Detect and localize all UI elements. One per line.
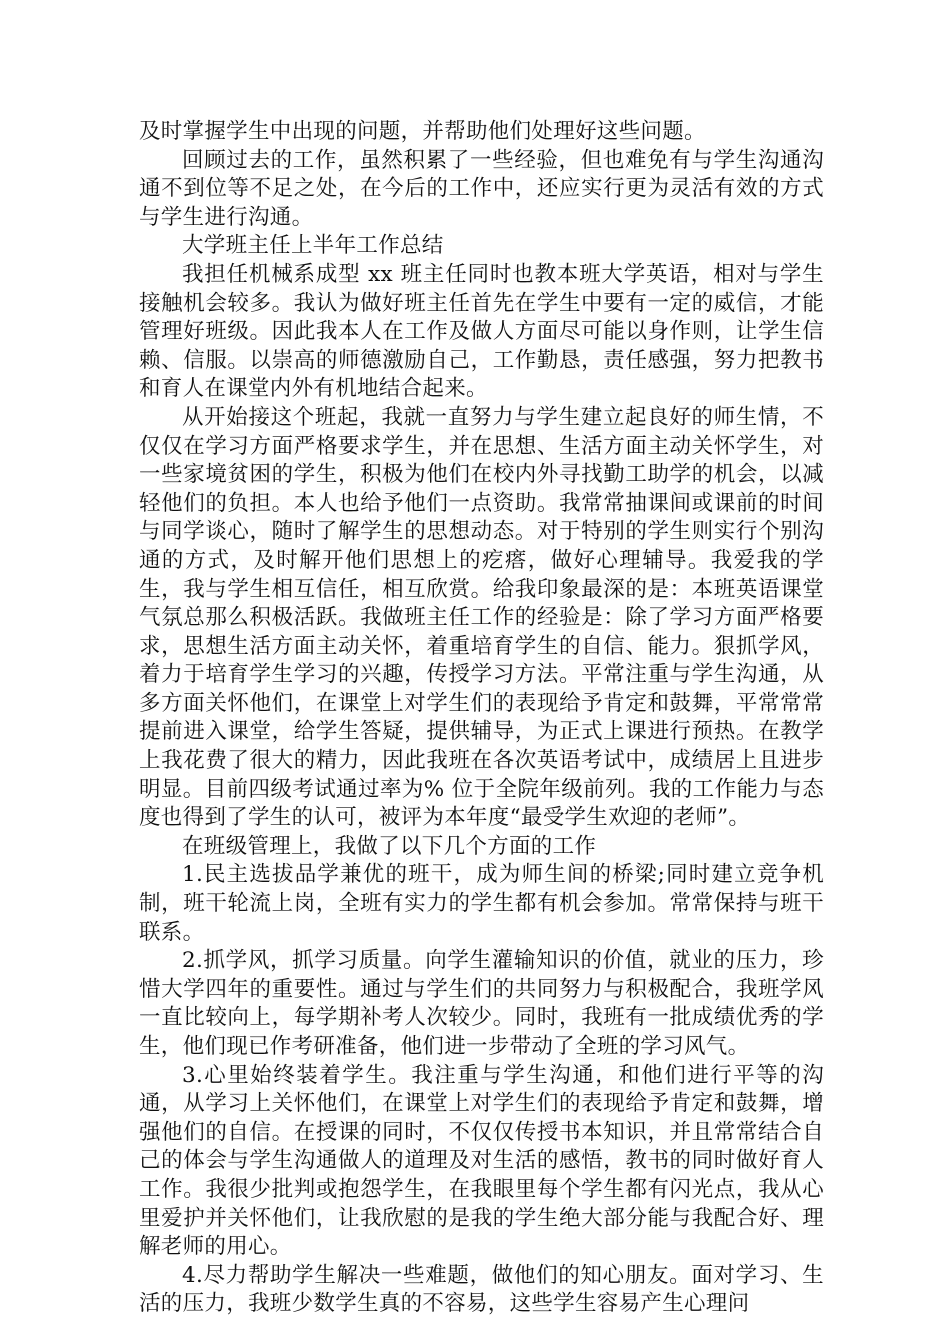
paragraph-continuation: 及时掌握学生中出现的问题，并帮助他们处理好这些问题。 [139,119,706,144]
section-title: 大学班主任上半年工作总结 [182,233,444,259]
paragraph-management-heading: 在班级管理上，我做了以下几个方面的工作 [182,833,597,859]
list-item-3: 3.心里始终装着学生。我注重与学生沟通，和他们进行平等的沟通，从学习上关怀他们，在课堂上对学生们的表现给予肯定和鼓舞，增强他们的自信。在授课的同时，不仅仅传授书本知识，并且常常结合自己的体会与学生沟通做人的道理及对生活的感悟，教书的同时做好育人工作。我很少批判或抱怨学生，在我眼里每个学生都有闪光点，我从心里爱护并关怀他们，让我欣慰的是我的学生绝大部分能与我配合好、理解老师的用心。 [139,1062,824,1260]
list-item-4: 4.尽力帮助学生解决一些难题，做他们的知心朋友。面对学习、生活的压力，我班少数学生真的不容易，这些学生容易产生心理问 [139,1262,824,1317]
list-item-1: 1.民主选拔品学兼优的班干，成为师生间的桥梁;同时建立竞争机制，班干轮流上岗，全班有实力的学生都有机会参加。常常保持与班干联系。 [139,862,824,945]
paragraph-intro: 我担任机械系成型 xx 班主任同时也教本班大学英语，相对与学生接触机会较多。我认为做好班主任首先在学生中要有一定的威信，才能管理好班级。因此我本人在工作及做人方面尽可能以身作则，让学生信赖、信服。以崇高的师德激励自己，工作勤恳，责任感强，努力把教书和育人在课堂内外有机地结合起来。 [139,261,824,402]
document-body [139,118,824,1319]
paragraph-review: 回顾过去的工作，虽然积累了一些经验，但也难免有与学生沟通沟通不到位等不足之处，在今后的工作中，还应实行更为灵活有效的方式与学生进行沟通。 [139,147,824,230]
paragraph-relationship: 从开始接这个班起，我就一直努力与学生建立起良好的师生情，不仅仅在学习方面严格要求学生，并在思想、生活方面主动关怀学生，对一些家境贫困的学生，积极为他们在校内外寻找勤工助学的机会，以减轻他们的负担。本人也给予他们一点资助。我常常抽课间或课前的时间与同学谈心，随时了解学生的思想动态。对于特别的学生则实行个别沟通的方式，及时解开他们思想上的疙瘩，做好心理辅导。我爱我的学生，我与学生相互信任，相互欣赏。给我印象最深的是：本班英语课堂气氛总那么积极活跃。我做班主任工作的经验是：除了学习方面严格要求，思想生活方面主动关怀，着重培育学生的自信、能力。狠抓学风，着力于培育学生学习的兴趣，传授学习方法。平常注重与学生沟通，从多方面关怀他们，在课堂上对学生们的表现给予肯定和鼓舞，平常常常提前进入课堂，给学生答疑，提供辅导，为正式上课进行预热。在教学上我花费了很大的精力，因此我班在各次英语考试中，成绩居上且进步明显。目前四级考试通过率为% 位于全院年级前列。我的工作能力与态度也得到了学生的认可，被评为本年度“最受学生欢迎的老师”。 [139,404,824,831]
list-item-2: 2.抓学风，抓学习质量。向学生灌输知识的价值，就业的压力，珍惜大学四年的重要性。通过与学生们的共同努力与积极配合，我班学风一直比较向上，每学期补考人次较少。同时，我班有一批成绩优秀的学生，他们现已作考研准备，他们进一步带动了全班的学习风气。 [139,948,824,1059]
